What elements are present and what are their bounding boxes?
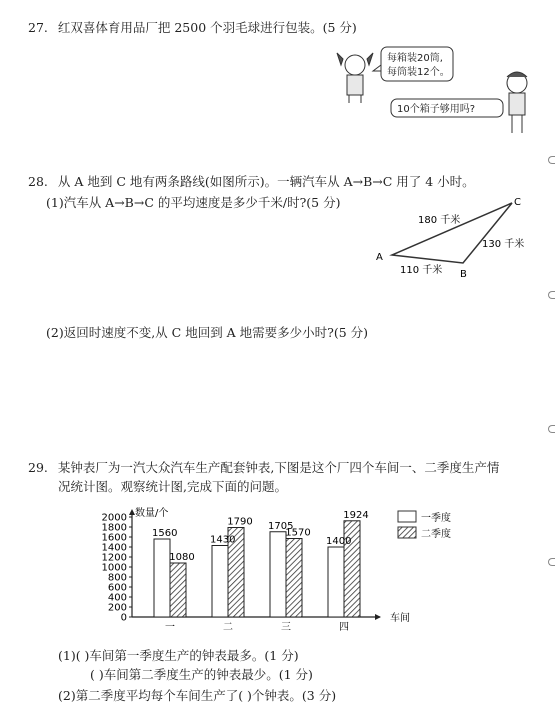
q29-part2: (2)第二季度平均每个车间生产了( )个钟表。(3 分) (58, 688, 337, 703)
bar-value-label: 1560 (152, 528, 178, 539)
x-category-label: 二 (223, 622, 233, 633)
girl-bubble-line1: 每箱装20筒, (387, 53, 443, 64)
girl-figure (337, 53, 373, 103)
bar-value-label: 1570 (285, 527, 311, 539)
boy-speech-bubble (391, 99, 503, 117)
boy-figure (507, 72, 527, 133)
bar-value-label: 1924 (343, 509, 369, 521)
chart-x-axis-title: 车间 (390, 613, 410, 624)
q27-illustration (335, 45, 535, 140)
binding-mark (548, 291, 555, 299)
x-axis-arrow (375, 614, 381, 620)
x-category-label: 四 (339, 622, 349, 633)
binding-mark (548, 558, 555, 566)
legend-label-q1: 一季度 (421, 513, 451, 524)
q29-number: 29. (28, 460, 48, 475)
chart-legend (398, 511, 451, 540)
bar-q1-1 (154, 539, 170, 617)
y-tick-label: 1600 (101, 532, 127, 544)
point-b-label: B (460, 269, 467, 280)
bar-q2-3 (286, 539, 302, 618)
q29-text-line1: 某钟表厂为一汽大众汽车生产配套钟表,下图是这个厂四个车间一、二季度生产情 (57, 460, 500, 475)
ab-distance-label: 110 千米 (400, 265, 443, 276)
q29-part1a: (1)( )车间第一季度生产的钟表最多。(1 分) (58, 648, 299, 663)
ac-distance-label: 180 千米 (418, 215, 461, 226)
bar-value-label: 1430 (210, 534, 236, 546)
point-a-label: A (376, 252, 383, 263)
y-tick-label: 1200 (101, 552, 127, 564)
legend-swatch-q2 (398, 527, 416, 538)
q29-line1 (28, 458, 499, 476)
q28-line (28, 172, 475, 190)
y-tick-label: 800 (107, 572, 127, 584)
legend-label-q2: 二季度 (421, 529, 451, 540)
q27-text: 红双喜体育用品厂把 2500 个羽毛球进行包装。(5 分) (57, 20, 357, 35)
y-tick-label: 200 (107, 602, 127, 614)
q28-part1: (1)汽车从 A→B→C 的平均速度是多少千米/时?(5 分) (46, 195, 341, 210)
binding-mark (548, 425, 555, 433)
boy-bubble-text: 10个箱子够用吗? (397, 104, 476, 115)
point-c-label: C (514, 197, 521, 208)
girl-bubble-line2: 每筒装12个。 (387, 67, 450, 78)
y-tick-label: 2000 (101, 512, 127, 524)
q29-text-line2: 况统计图。观察统计图,完成下面的问题。 (58, 479, 287, 494)
q28-number: 28. (28, 174, 48, 189)
bar-value-label: 1790 (227, 516, 253, 528)
y-tick-label: 0 (120, 612, 127, 624)
bar-q1-4 (328, 547, 344, 617)
x-category-label: 一 (165, 622, 175, 633)
q29-part1b: ( )车间第二季度生产的钟表最少。(1 分) (90, 667, 313, 682)
binding-mark (548, 156, 555, 164)
bar-value-label: 1080 (169, 552, 195, 563)
girl-speech-bubble (373, 47, 453, 81)
bar-q2-1 (170, 563, 186, 617)
q28-route-diagram (370, 195, 530, 280)
bar-value-label: 1705 (268, 520, 294, 532)
bar-q1-3 (270, 532, 286, 617)
q28-part2: (2)返回时速度不变,从 C 地回到 A 地需要多少小时?(5 分) (46, 325, 369, 340)
legend-swatch-q1 (398, 511, 416, 522)
y-tick-label: 1400 (101, 542, 127, 554)
chart-y-axis-title: 数量/个 (135, 508, 169, 519)
x-category-label: 三 (281, 622, 291, 633)
q27-line (28, 18, 357, 36)
y-tick-label: 600 (107, 582, 127, 594)
q27-number: 27. (28, 20, 48, 35)
y-tick-label: 1800 (101, 522, 127, 534)
q28-text: 从 A 地到 C 地有两条路线(如图所示)。一辆汽车从 A→B→C 用了 4 小时。 (57, 174, 475, 189)
route-triangle (392, 203, 512, 263)
bar-value-label: 1400 (326, 536, 352, 547)
y-tick-label: 400 (107, 592, 127, 604)
y-tick-label: 1000 (101, 562, 127, 574)
bar-q1-2 (212, 546, 228, 618)
q29-bar-chart (90, 505, 470, 640)
bc-distance-label: 130 千米 (482, 239, 525, 250)
